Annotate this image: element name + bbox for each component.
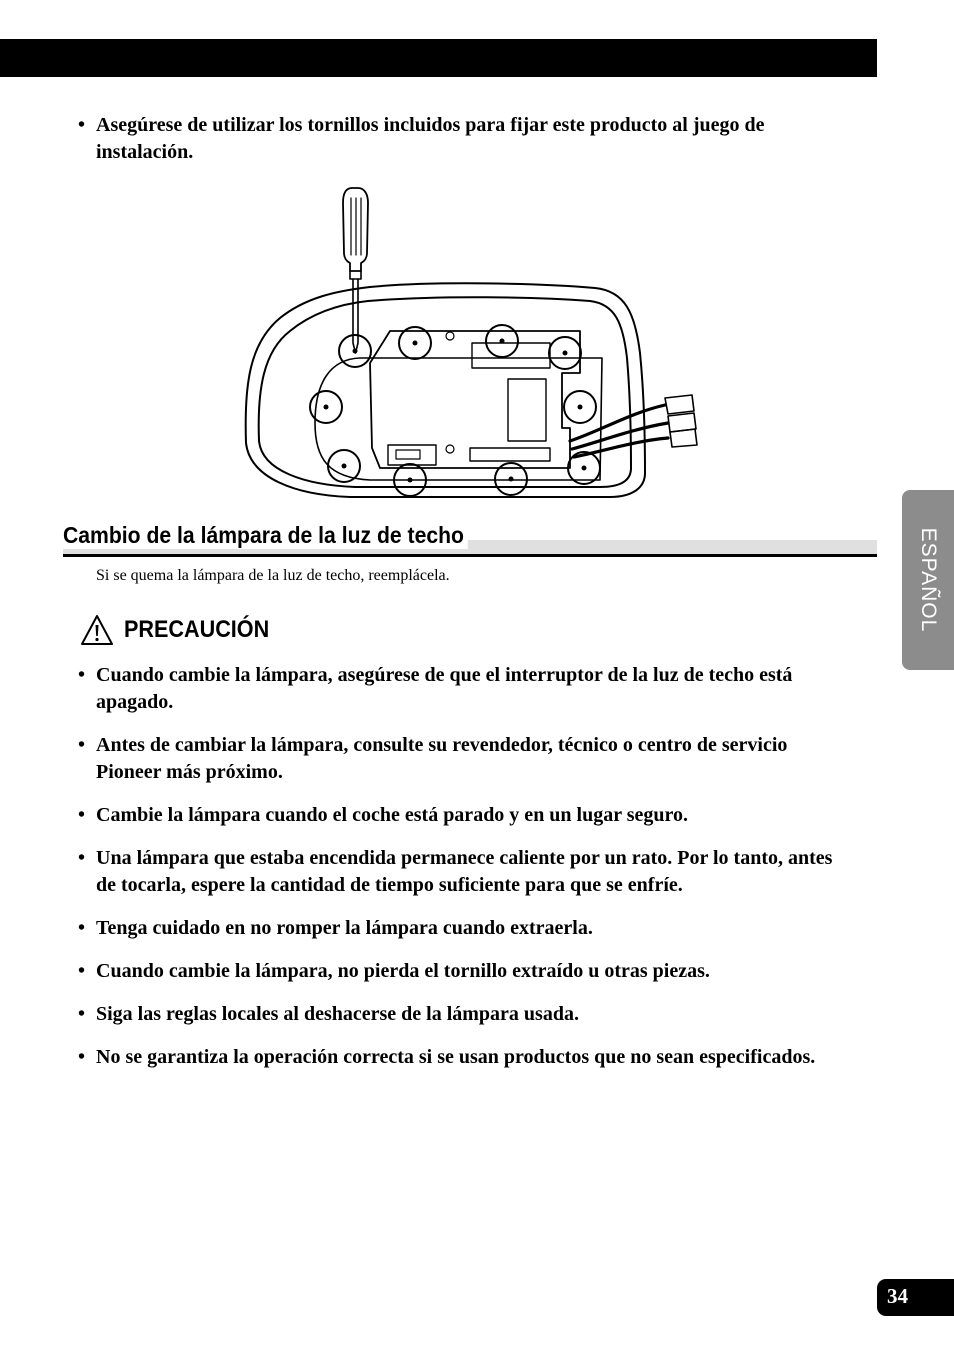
section-heading-block	[63, 520, 877, 560]
language-tab	[902, 490, 954, 670]
caution-header	[80, 612, 285, 648]
caution-bullet: • Cambie la lámpara cuando el coche está parado y en un lugar seguro.	[78, 802, 848, 829]
page-number: 34	[887, 1284, 908, 1308]
caution-bullet-list	[78, 662, 848, 1087]
language-tab-label: ESPAÑOL	[917, 527, 940, 633]
caution-bullet: • Antes de cambiar la lámpara, consulte su revendedor, técnico o centro de servicio Pioneer más próximo.	[78, 732, 848, 786]
warning-triangle-icon	[80, 614, 114, 646]
page-number-box	[877, 1279, 954, 1316]
caution-bullet: • No se garantiza la operación correcta si se usan productos que no sean especificados.	[78, 1044, 848, 1071]
caution-bullet: • Una lámpara que estaba encendida permanece caliente por un rato. Por lo tanto, antes de tocarla, espere la cantidad de tiempo suficiente para que se enfríe.	[78, 845, 848, 899]
caution-bullet: • Cuando cambie la lámpara, asegúrese de que el interruptor de la luz de techo está apagado.	[78, 662, 848, 716]
header-bar	[0, 39, 877, 77]
intro-bullet-list	[78, 112, 848, 166]
caution-label: PRECAUCIÓN	[124, 616, 270, 643]
installation-illustration	[240, 183, 705, 513]
section-intro: Si se quema la lámpara de la luz de techo, reemplácela.	[96, 567, 450, 584]
caution-bullet: • Tenga cuidado en no romper la lámpara cuando extraerla.	[78, 915, 848, 942]
mounting-diagram	[240, 183, 705, 513]
intro-bullet: • Asegúrese de utilizar los tornillos incluidos para fijar este producto al juego de instalación.	[78, 112, 848, 166]
caution-bullet: • Cuando cambie la lámpara, no pierda el tornillo extraído u otras piezas.	[78, 958, 848, 985]
caution-bullet: • Siga las reglas locales al deshacerse de la lámpara usada.	[78, 1001, 848, 1028]
section-heading: Cambio de la lámpara de la luz de techo	[63, 522, 468, 549]
heading-rule	[63, 554, 877, 557]
